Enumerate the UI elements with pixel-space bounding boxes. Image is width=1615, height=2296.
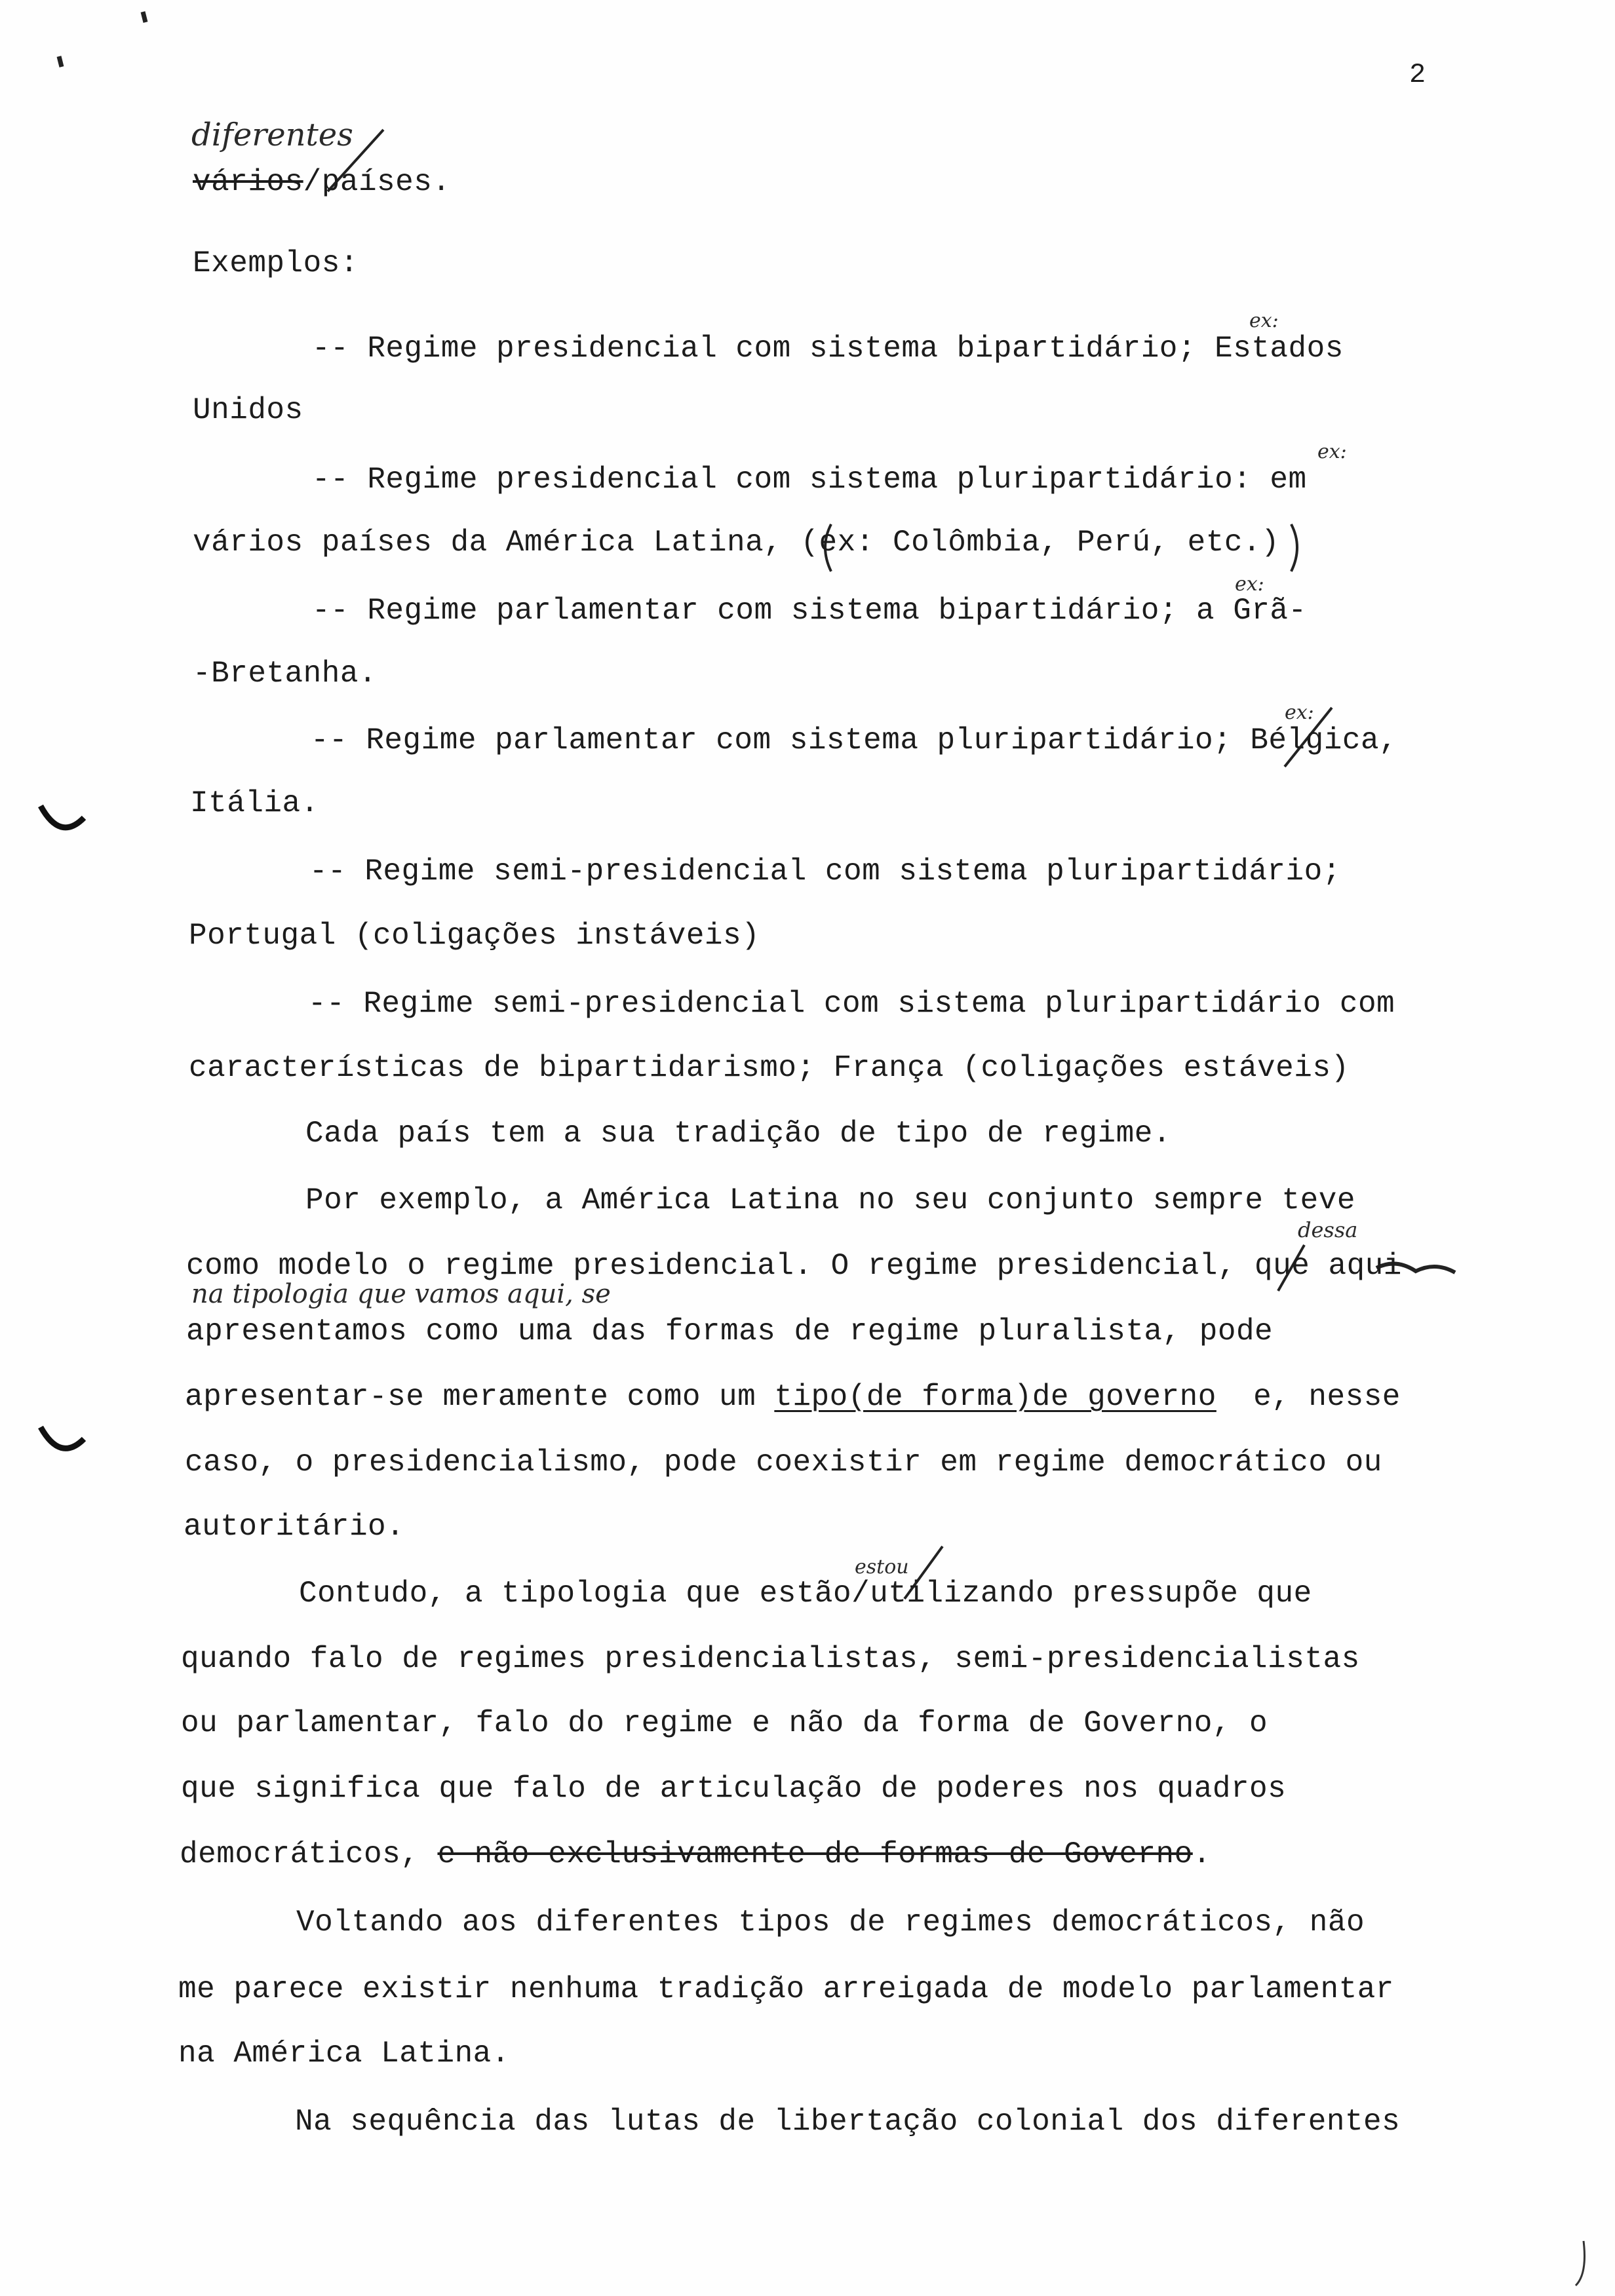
text-line: -- Regime parlamentar com sistema pluripartidário; Bélgica, [311, 723, 1398, 757]
paren-close [1291, 524, 1297, 571]
text-line: Exemplos: [193, 246, 359, 280]
text-line: Voltando aos diferentes tipos de regimes democráticos, não [296, 1905, 1365, 1940]
text-line: -- Regime parlamentar com sistema bipartidário; a Grã- [312, 594, 1307, 628]
text-line: Contudo, a tipologia que estão/utilizando pressupõe que [299, 1577, 1312, 1611]
text-line [180, 1836, 1211, 1873]
text-line: -- Regime presidencial com sistema pluripartidário: em [312, 463, 1307, 497]
text-line: Itália. [190, 786, 319, 820]
text-segment: apresentar-se meramente como um [185, 1380, 775, 1414]
text-line: -- Regime semi-presidencial com sistema pluripartidário com [308, 987, 1395, 1021]
text-segment: e, nesse [1216, 1380, 1401, 1414]
text-line [193, 164, 450, 201]
text-line: vários países da América Latina, (ex: Colômbia, Perú, etc.) [193, 526, 1280, 560]
handwritten-annotation: ex: [1285, 701, 1314, 724]
margin-hole-mark [41, 806, 84, 828]
corner-speck [59, 56, 62, 67]
corner-speck [143, 12, 146, 22]
text-line: Na sequência das lutas de libertação colonial dos diferentes [295, 2105, 1401, 2139]
text-line: Portugal (coligações instáveis) [189, 919, 760, 953]
text-line [185, 1379, 1401, 1415]
handwritten-annotation: ex: [1317, 440, 1347, 463]
text-line: ou parlamentar, falo do regime e não da forma de Governo, o [181, 1706, 1268, 1740]
text-line: Unidos [193, 393, 303, 427]
text-line: autoritário. [184, 1510, 405, 1544]
text-line: apresentamos como uma das formas de regime pluralista, pode [186, 1314, 1274, 1349]
handwritten-annotation: diferentes [191, 117, 353, 153]
text-line: me parece existir nenhuma tradição arreigada de modelo parlamentar [178, 1972, 1394, 2006]
text-line: características de bipartidarismo; França (coligações estáveis) [189, 1051, 1350, 1085]
text-line: Cada país tem a sua tradição de tipo de regime. [305, 1117, 1171, 1151]
page-number: 2 [1409, 59, 1426, 90]
text-line: -- Regime semi-presidencial com sistema pluripartidário; [309, 854, 1341, 889]
handwritten-annotation: ex: [1235, 573, 1264, 596]
handwritten-annotation: ex: [1249, 309, 1279, 332]
text-line: -Bretanha. [193, 657, 378, 691]
text-line: caso, o presidencialismo, pode coexistir em regime democrático ou [185, 1445, 1382, 1480]
underlined-phrase: tipo(de forma)de governo [774, 1380, 1216, 1414]
text-line: na América Latina. [178, 2037, 510, 2071]
text-line: quando falo de regimes presidencialistas, semi-presidencialistas [181, 1642, 1360, 1676]
text-line: como modelo o regime presidencial. O regime presidencial, que aqui [186, 1249, 1402, 1283]
text-segment: /países. [303, 165, 451, 199]
text-segment: democráticos, [180, 1837, 438, 1871]
margin-hole-mark [41, 1427, 84, 1448]
handwritten-annotation: estou [855, 1556, 909, 1578]
text-line: que significa que falo de articulação de poderes nos quadros [181, 1772, 1287, 1806]
handwritten-annotation: dessa [1298, 1217, 1358, 1242]
corner-curl [1576, 2241, 1585, 2286]
struck-phrase: e não exclusivamente de formas de Governo [437, 1837, 1193, 1871]
text-line: Por exemplo, a América Latina no seu conjunto sempre teve [305, 1183, 1355, 1217]
handwritten-annotation: na tipologia que vamos aqui, se [191, 1279, 611, 1309]
text-segment: . [1192, 1837, 1211, 1871]
text-line: -- Regime presidencial com sistema bipartidário; Estados [312, 332, 1344, 366]
struck-word: vários [193, 165, 303, 199]
